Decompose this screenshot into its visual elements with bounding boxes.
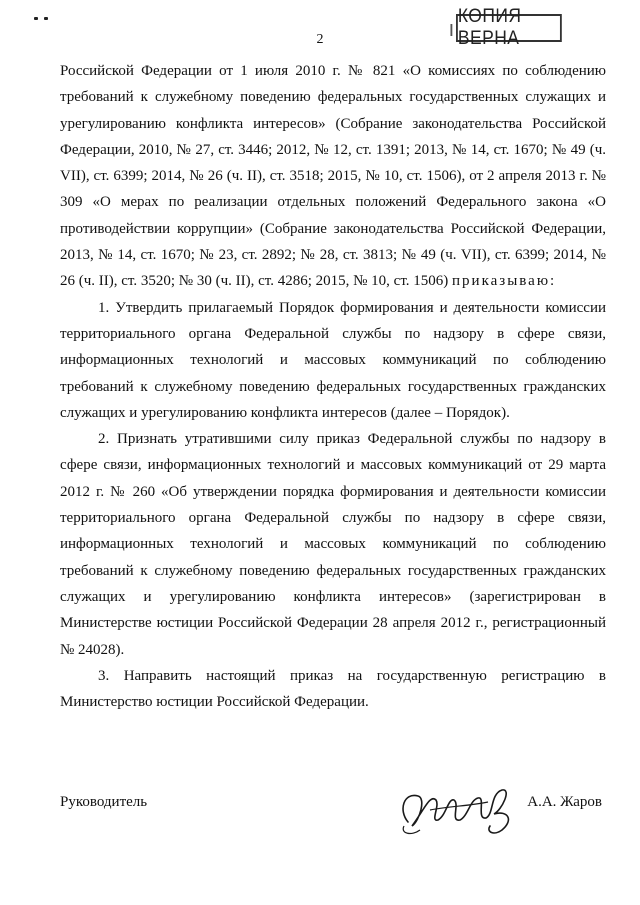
signer-position: Руководитель bbox=[60, 794, 148, 810]
handwritten-signature bbox=[390, 770, 530, 850]
paragraph-item-3: 3. Направить настоящий приказ на государственную регистрацию в Министерство юстиции Российской Федерации. bbox=[60, 667, 606, 711]
paragraph-item-2: 2. Признать утратившими силу приказ Федеральной службы по надзору в сфере связи, информационных технологий и массовых коммуникаций от 29 марта 2012 г. № 260 «Об утверждении порядка формирования и деятельности комиссии территориального органа Федеральной службы по надзору в сфере связи, информационных технологий и массовых коммуникаций по соблюдению требований к служебному поведению федеральных государственных гражданских служащих и урегулированию конфликта интересов» (зарегистрирован в Министерстве юстиции Российской Федерации 28 апреля 2012 г., регистрационный № 24028). bbox=[60, 431, 606, 658]
scan-mark bbox=[44, 17, 48, 20]
order-word: приказываю: bbox=[452, 273, 557, 290]
stamp-text: КОПИЯ ВЕРНА bbox=[457, 6, 522, 49]
scan-mark bbox=[34, 17, 38, 20]
certified-copy-stamp bbox=[456, 6, 562, 49]
signature-block bbox=[60, 770, 606, 850]
legal-basis-text: Российской Федерации от 1 июля 2010 г. № 821 «О комиссиях по соблюдению требований к служебному поведению федеральных государственных служащих и урегулированию конфликта интересов» (Собрание законодательства Российской Федерации, 2010, № 27, ст. 3446; 2012, № 12, ст. 1391; 2013, № 14, ст. 1670; № 49 (ч. VII), ст. 6399; 2014, № 26 (ч. II), ст. 3518; 2015, № 10, ст. 1506), от 2 апреля 2013 г. № 309 «О мерах по реализации отдельных положений Федерального закона «О противодействии коррупции» (Собрание законодательства Российской Федерации, 2013, № 14, ст. 1670; № 23, ст. 2892; № 28, ст. 3813; № 49 (ч. VII), ст. 6399; 2014, № 26 (ч. II), ст. 3520; № 30 (ч. II), ст. 4286; 2015, № 10, ст. 1506) bbox=[60, 63, 606, 290]
document-body bbox=[60, 58, 606, 715]
paragraph-item-1: 1. Утвердить прилагаемый Порядок формирования и деятельности комиссии территориального органа Федеральной службы по надзору в сфере связи, информационных технологий и массовых коммуникаций по соблюдению требований к служебному поведению федеральных государственных гражданских служащих и урегулированию конфликта интересов (далее – Порядок). bbox=[60, 299, 606, 421]
page-number: 2 bbox=[316, 32, 324, 47]
signer-name: А.А. Жаров bbox=[527, 794, 602, 810]
paragraph-legal-basis bbox=[60, 58, 606, 295]
